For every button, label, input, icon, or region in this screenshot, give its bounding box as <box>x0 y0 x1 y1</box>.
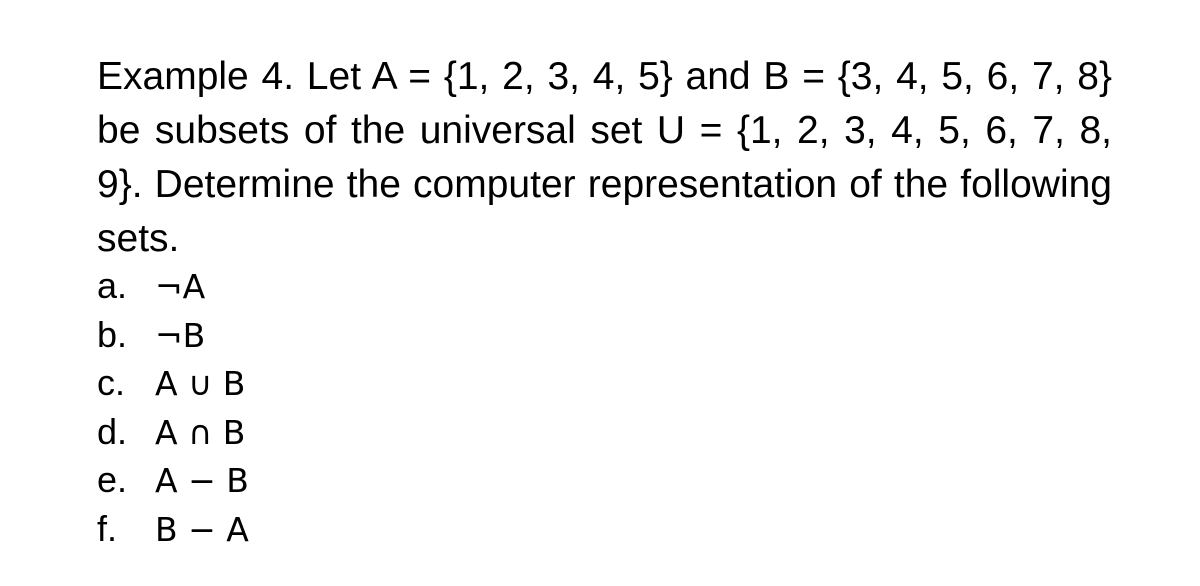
set-expression: ¬B <box>155 315 206 355</box>
set-expression: A − B <box>155 461 249 500</box>
list-item-b <box>97 311 249 360</box>
problem-statement: Example 4. Let A = {1, 2, 3, 4, 5} and B = {3, 4, 5, 6, 7, 8} be subsets of the universal set U = {1, 2, 3, 4, 5, 6, 7, 8, 9}. Determine the computer representation of the following sets. <box>97 55 1112 260</box>
set-expression: A ∩ B <box>155 412 246 452</box>
item-letter: f. <box>97 507 118 549</box>
set-expression: ¬A <box>155 267 206 306</box>
item-letter: c. <box>97 362 126 403</box>
item-letter: e. <box>97 459 128 500</box>
item-letter: a. <box>97 265 128 306</box>
set-expression: A ∪ B <box>155 364 246 403</box>
list-item-a <box>97 262 249 311</box>
list-item-e <box>97 456 249 505</box>
question-list <box>97 262 249 553</box>
item-letter: b. <box>97 313 128 355</box>
list-item-d <box>97 408 249 457</box>
list-item-f <box>97 505 249 554</box>
list-item-c <box>97 359 249 408</box>
item-letter: d. <box>97 410 128 452</box>
set-expression: B − A <box>155 509 249 549</box>
